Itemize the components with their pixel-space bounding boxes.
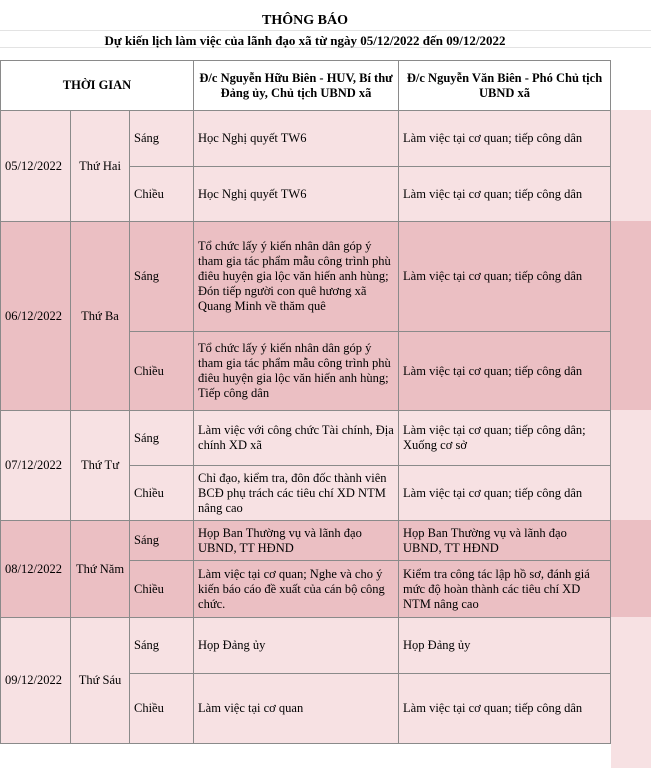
session-cell: Chiều: [130, 674, 194, 744]
session-cell: Sáng: [130, 222, 194, 332]
table-row: [1, 222, 611, 332]
table-row: [1, 411, 611, 466]
side-strip: [611, 617, 651, 768]
leader2-cell: Làm việc tại cơ quan; tiếp công dân; Xuống cơ sở: [399, 411, 611, 466]
leader1-cell: Làm việc tại cơ quan; Nghe và cho ý kiến báo cáo đề xuất của cán bộ công chức.: [194, 561, 399, 618]
leader1-cell: Họp Đảng ủy: [194, 618, 399, 674]
session-cell: Chiều: [130, 466, 194, 521]
side-strip: [611, 221, 651, 410]
session-cell: Chiều: [130, 167, 194, 222]
weekday-cell: Thứ Tư: [71, 411, 130, 521]
side-strip: [611, 410, 651, 520]
session-cell: Sáng: [130, 411, 194, 466]
side-strip: [611, 110, 651, 221]
weekday-cell: Thứ Năm: [71, 521, 130, 618]
leader2-cell: Làm việc tại cơ quan; tiếp công dân: [399, 111, 611, 167]
session-cell: Sáng: [130, 521, 194, 561]
leader1-cell: Tổ chức lấy ý kiến nhân dân góp ý tham gia tác phẩm mẫu công trình phù điêu huyện gia lộc văn hiến anh hùng; Đón tiếp người con quê hương xã Quang Minh về thăm quê: [194, 222, 399, 332]
table-row: [1, 521, 611, 561]
header-time: THỜI GIAN: [1, 61, 194, 111]
weekday-cell: Thứ Sáu: [71, 618, 130, 744]
leader1-cell: Tổ chức lấy ý kiến nhân dân góp ý tham gia tác phẩm mẫu công trình phù điêu huyện gia lộc văn hiến anh hùng; Tiếp công dân: [194, 332, 399, 411]
date-cell: 09/12/2022: [1, 618, 71, 744]
session-cell: Chiều: [130, 561, 194, 618]
table-row: [1, 618, 611, 674]
schedule-table: [0, 60, 611, 744]
leader1-cell: Họp Ban Thường vụ và lãnh đạo UBND, TT HĐND: [194, 521, 399, 561]
table-row: [1, 111, 611, 167]
leader2-cell: Làm việc tại cơ quan; tiếp công dân: [399, 466, 611, 521]
date-cell: 06/12/2022: [1, 222, 71, 411]
leader2-cell: Làm việc tại cơ quan; tiếp công dân: [399, 222, 611, 332]
notice-subtitle: Dự kiến lịch làm việc của lãnh đạo xã từ ngày 05/12/2022 đến 09/12/2022: [104, 33, 506, 48]
leader2-cell: Kiểm tra công tác lập hồ sơ, đánh giá mức độ hoàn thành các tiêu chí XD NTM nâng cao: [399, 561, 611, 618]
session-cell: Chiều: [130, 332, 194, 411]
header-leader1: Đ/c Nguyễn Hữu Biên - HUV, Bí thư Đảng ủy, Chủ tịch UBND xã: [194, 61, 399, 111]
weekday-cell: Thứ Ba: [71, 222, 130, 411]
date-cell: 07/12/2022: [1, 411, 71, 521]
side-strip: [611, 520, 651, 617]
leader1-cell: Học Nghị quyết TW6: [194, 167, 399, 222]
notice-title: THÔNG BÁO: [262, 13, 348, 28]
leader1-cell: Làm việc với công chức Tài chính, Địa chính XD xã: [194, 411, 399, 466]
leader2-cell: Họp Đảng ủy: [399, 618, 611, 674]
header-leader2: Đ/c Nguyễn Văn Biên - Phó Chủ tịch UBND xã: [399, 61, 611, 111]
header-row: [1, 61, 611, 111]
date-cell: 05/12/2022: [1, 111, 71, 222]
leader2-cell: Làm việc tại cơ quan; tiếp công dân: [399, 674, 611, 744]
leader1-cell: Học Nghị quyết TW6: [194, 111, 399, 167]
leader2-cell: Họp Ban Thường vụ và lãnh đạo UBND, TT HĐND: [399, 521, 611, 561]
session-cell: Sáng: [130, 618, 194, 674]
leader1-cell: Chỉ đạo, kiểm tra, đôn đốc thành viên BCĐ phụ trách các tiêu chí XD NTM nâng cao: [194, 466, 399, 521]
leader1-cell: Làm việc tại cơ quan: [194, 674, 399, 744]
leader2-cell: Làm việc tại cơ quan; tiếp công dân: [399, 332, 611, 411]
session-cell: Sáng: [130, 111, 194, 167]
weekday-cell: Thứ Hai: [71, 111, 130, 222]
date-cell: 08/12/2022: [1, 521, 71, 618]
leader2-cell: Làm việc tại cơ quan; tiếp công dân: [399, 167, 611, 222]
